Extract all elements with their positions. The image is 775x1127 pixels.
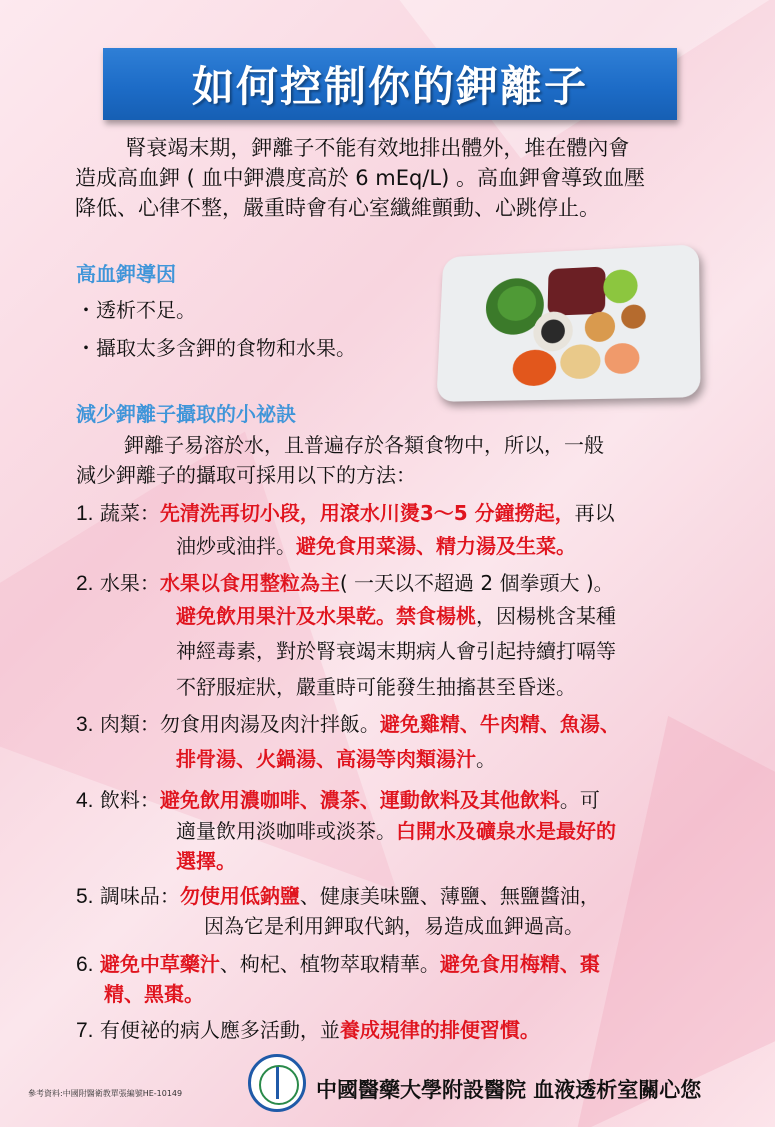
item-text: 再以	[574, 501, 615, 525]
tips-intro-line: 減少鉀離子的攝取可採用以下的方法：	[76, 463, 416, 487]
item-emphasis: 白開水及礦泉水是最好的	[396, 819, 616, 843]
tips-intro	[76, 430, 716, 490]
item-emphasis: 排骨湯、火鍋湯、高湯等肉類湯汁	[176, 747, 476, 771]
item-emphasis: 避免食用菜湯、精力湯及生菜。	[296, 534, 576, 558]
item-text: ( 一天以不超過 2 個拳頭大 )。	[339, 571, 614, 595]
item-text: 神經毒素，對於腎衰竭末期病人會引起持續打嗝等	[176, 639, 616, 663]
tips-intro-line: 鉀離子易溶於水，且普遍存於各類食物中，所以，一般	[124, 433, 604, 457]
tip-item-4-cont	[176, 845, 236, 874]
item-label: 水果：	[99, 571, 160, 595]
item-text: 有便祕的病人應多活動，並	[99, 1018, 340, 1042]
item-number: 1.	[76, 502, 94, 525]
item-text: ，因楊桃含某種	[476, 604, 616, 628]
item-emphasis: 避免食用梅精、棗	[439, 952, 600, 976]
food-photo	[436, 244, 700, 402]
item-text: 勿食用肉湯及肉汁拌飯。	[159, 712, 380, 736]
item-text: 、枸杞、植物萃取精華。	[219, 952, 440, 976]
title-banner	[103, 48, 677, 120]
item-emphasis: 水果以食用整粒為主	[159, 571, 340, 595]
tip-item-2-cont	[176, 600, 616, 629]
tip-item-2	[76, 567, 614, 596]
tip-item-3	[76, 708, 620, 737]
tips-heading: 減少鉀離子攝取的小祕訣	[76, 402, 296, 426]
item-emphasis: 精、黑棗。	[104, 982, 204, 1006]
tip-item-2-cont	[176, 671, 576, 700]
item-text: 因為它是利用鉀取代鈉，易造成血鉀過高。	[204, 914, 584, 938]
item-number: 4.	[76, 789, 94, 812]
tip-item-5-cont	[204, 910, 584, 939]
item-number: 7.	[76, 1019, 94, 1042]
item-number: 2.	[76, 572, 94, 595]
item-text: 、健康美味鹽、薄鹽、無鹽醬油，	[299, 884, 600, 908]
item-label: 調味品：	[99, 884, 180, 908]
item-text: 。可	[559, 788, 600, 812]
item-text: 適量飲用淡咖啡或淡茶。	[176, 819, 396, 843]
item-emphasis: 勿使用低鈉鹽	[179, 884, 300, 908]
item-number: 5.	[76, 885, 94, 908]
hospital-logo	[248, 1054, 306, 1112]
tip-item-4-cont	[176, 815, 616, 844]
item-text: 油炒或油拌。	[176, 534, 296, 558]
tip-item-5	[76, 880, 600, 909]
item-label: 肉類：	[99, 712, 160, 736]
tip-item-1	[76, 497, 615, 526]
tip-item-1-cont	[176, 530, 576, 559]
tip-item-3-cont	[176, 743, 496, 772]
item-emphasis: 先清洗再切小段，用滾水川燙3～5 分鐘撈起，	[159, 501, 575, 525]
item-emphasis: 養成規律的排便習慣。	[339, 1018, 540, 1042]
cause-item: ・透析不足。	[76, 298, 196, 322]
item-label: 飲料：	[99, 788, 160, 812]
footer-hospital-name: 中國醫藥大學附設醫院 血液透析室關心您	[316, 1078, 702, 1102]
cause-item: ・攝取太多含鉀的食物和水果。	[76, 336, 356, 360]
tip-item-7	[76, 1014, 540, 1043]
intro-line: 腎衰竭末期，鉀離子不能有效地排出體外，堆在體內會	[125, 136, 630, 160]
cause-heading: 高血鉀導因	[76, 262, 176, 286]
item-text: 不舒服症狀，嚴重時可能發生抽搐甚至昏迷。	[176, 675, 576, 699]
item-emphasis: 避免中草藥汁	[99, 952, 220, 976]
item-number: 6.	[76, 953, 94, 976]
item-number: 3.	[76, 713, 94, 736]
item-emphasis: 避免雞精、牛肉精、魚湯、	[379, 712, 620, 736]
item-emphasis: 避免飲用濃咖啡、濃茶、運動飲料及其他飲料	[159, 788, 560, 812]
intro-line: 造成高血鉀 ( 血中鉀濃度高於 6 mEq/L) 。高血鉀會導致血壓	[75, 166, 645, 190]
reference-note: 參考資料:中國附醫衛教單張編號HE-10149	[28, 1089, 183, 1098]
intro-paragraph	[75, 133, 715, 223]
item-label: 蔬菜：	[99, 501, 160, 525]
page-title: 如何控制你的鉀離子	[191, 62, 588, 111]
item-emphasis: 避免飲用果汁及水果乾。禁食楊桃	[176, 604, 476, 628]
item-text: 。	[476, 747, 496, 771]
tip-item-2-cont	[176, 635, 616, 664]
tip-item-6-cont	[104, 978, 204, 1007]
item-emphasis: 選擇。	[176, 849, 236, 873]
tip-item-4	[76, 784, 600, 813]
intro-line: 降低、心律不整，嚴重時會有心室纖維顫動、心跳停止。	[75, 196, 600, 220]
tip-item-6	[76, 948, 600, 977]
